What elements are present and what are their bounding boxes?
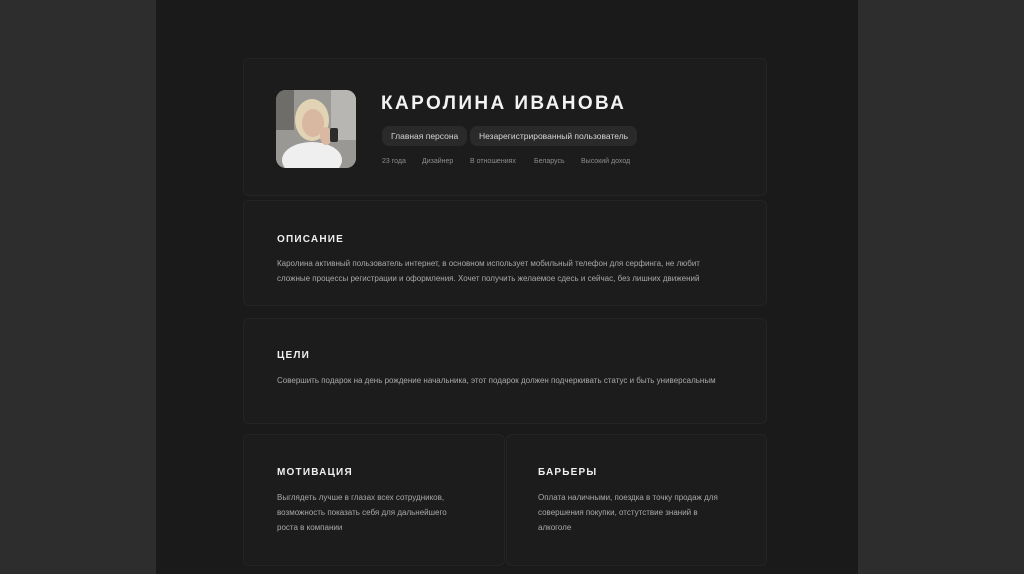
description-card	[243, 200, 767, 306]
avatar-photo	[276, 90, 356, 168]
goals-title: ЦЕЛИ	[277, 350, 310, 361]
motivation-line: возможность показать себя для дальнейшего	[277, 508, 447, 517]
motivation-text	[277, 490, 492, 535]
barriers-text	[538, 490, 753, 535]
goals-card	[243, 318, 767, 424]
meta-age: 23 года	[382, 158, 406, 165]
persona-page	[156, 0, 858, 574]
description-text	[277, 256, 747, 286]
motivation-card	[243, 434, 505, 566]
description-line: сложные процессы регистрации и оформления. Хочет получить желаемое сдесь и сейчас, без лишних движений	[277, 274, 700, 283]
barriers-title: БАРЬЕРЫ	[538, 467, 598, 478]
left-backdrop	[0, 0, 156, 574]
meta-country: Беларусь	[534, 158, 565, 165]
avatar	[276, 90, 356, 168]
barriers-card	[506, 434, 767, 566]
right-backdrop	[858, 0, 1024, 574]
motivation-line: роста в компании	[277, 523, 343, 532]
profile-card	[243, 58, 767, 196]
motivation-line: Выглядеть лучше в глазах всех сотрудников,	[277, 493, 445, 502]
barriers-line: совершения покупки, отстутствие знаний в	[538, 508, 698, 517]
description-line: Каролина активный пользователь интернет, в основном использует мобильный телефон для серфинга, не любит	[277, 259, 700, 268]
tag-unregistered-user: Незарегистрированный пользователь	[470, 126, 637, 146]
meta-occupation: Дизайнер	[422, 158, 454, 165]
goals-text: Совершить подарок на день рождение начальника, этот подарок должен подчеркивать статус и быть универсальным	[277, 376, 716, 385]
barriers-line: Оплата наличными, поездка в точку продаж для	[538, 493, 718, 502]
meta-relationship: В отношениях	[470, 158, 516, 165]
tag-main-persona: Главная персона	[382, 126, 467, 146]
meta-income: Высокий доход	[581, 158, 631, 165]
barriers-line: алкоголе	[538, 523, 572, 532]
persona-name: КАРОЛИНА ИВАНОВА	[381, 93, 627, 114]
motivation-title: МОТИВАЦИЯ	[277, 467, 353, 478]
description-title: ОПИСАНИЕ	[277, 234, 345, 245]
